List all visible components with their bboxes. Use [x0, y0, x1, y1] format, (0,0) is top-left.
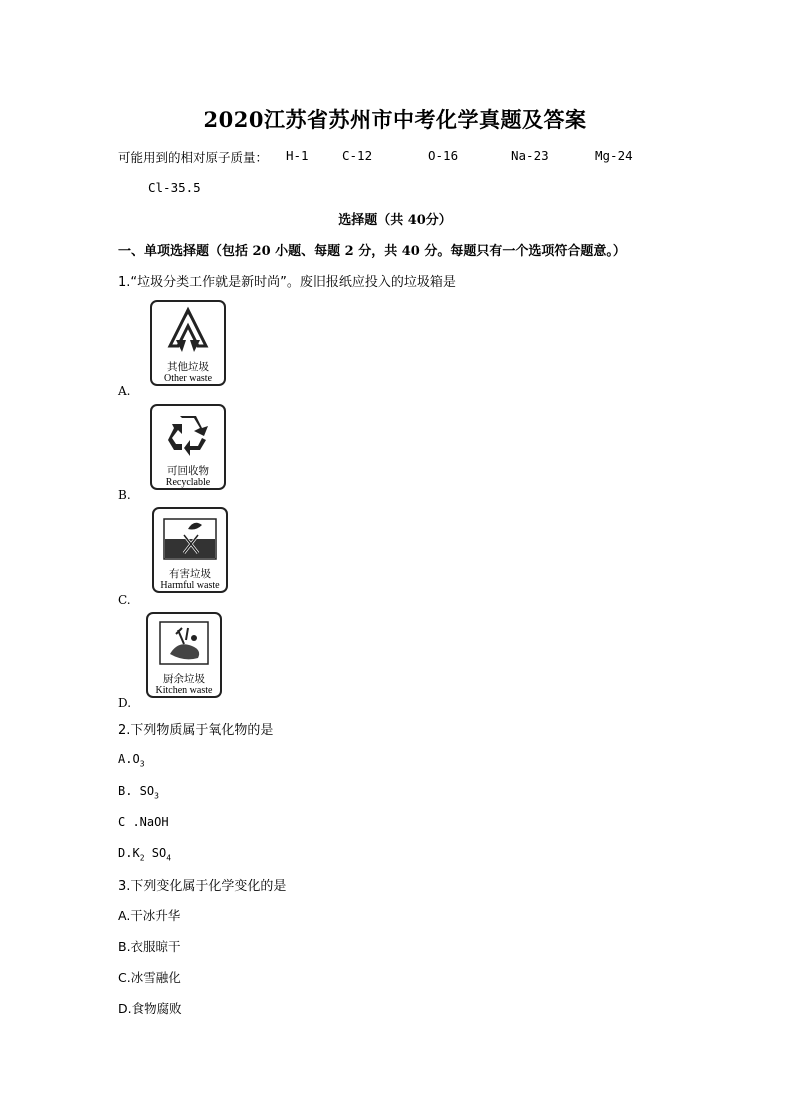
atomic-mass-item: Mg-24: [595, 148, 633, 163]
subscript: 4: [166, 853, 172, 863]
harmful-waste-bin: [152, 507, 228, 593]
bin-label-cn: 可回收物: [167, 465, 209, 477]
bin-label-en: Harmful waste: [160, 580, 220, 591]
bin-label-en: Recyclable: [165, 477, 211, 488]
atomic-mass-item: H-1: [286, 148, 309, 163]
question-3-option-d: D.食物腐败: [118, 1001, 182, 1016]
atomic-mass-line: [118, 148, 678, 164]
question-3-option-c: C.冰雪融化: [118, 970, 181, 985]
recycle-icon: [152, 406, 224, 462]
other-waste-icon: [152, 302, 224, 358]
question-3-option-b: B.衣服晾干: [118, 939, 181, 954]
atomic-mass-item: Na-23: [511, 148, 549, 163]
atomic-mass-item: C-12: [342, 148, 373, 163]
option-text: SO: [144, 846, 167, 860]
other-waste-bin: [150, 300, 226, 386]
option-text: C .NaOH: [118, 815, 169, 829]
subscript: 3: [139, 759, 145, 769]
option-text: D.K: [118, 846, 140, 860]
option-c-label: C.: [118, 593, 131, 607]
atomic-mass-item: Cl-35.5: [148, 180, 201, 195]
question-1-stem: 1.“垃圾分类工作就是新时尚”。废旧报纸应投入的垃圾箱是: [118, 275, 456, 290]
option-text: B. SO: [118, 784, 155, 798]
atomic-mass-item: O-16: [428, 148, 459, 163]
recyclable-bin: [150, 404, 226, 490]
question-3-option-a: A.干冰升华: [118, 908, 181, 923]
question-2-stem: 2.下列物质属于氧化物的是: [118, 723, 274, 738]
page-title: 2020江苏省苏州市中考化学真题及答案: [203, 107, 587, 132]
bin-label-cn: 其他垃圾: [167, 361, 209, 373]
question-2-option-d: [118, 846, 171, 862]
question-2-option-a: [118, 752, 145, 768]
section-title: 选择题（共 40分）: [338, 213, 452, 228]
bin-label-cn: 有害垃圾: [169, 568, 211, 580]
bin-label-cn: 厨余垃圾: [163, 673, 205, 685]
bin-label-en: Kitchen waste: [155, 685, 213, 696]
subscript: 2: [139, 853, 145, 863]
question-2-option-b: [118, 784, 159, 800]
option-b-label: B.: [118, 488, 131, 502]
question-2-option-c: [118, 815, 169, 829]
kitchen-waste-icon: [148, 614, 220, 670]
kitchen-waste-bin: [146, 612, 222, 698]
option-a-label: A.: [118, 384, 131, 398]
section-instructions: 一、单项选择题（包括 20 小题、每题 2 分，共 40 分。每题只有一个选项符合题意。）: [118, 244, 626, 259]
harmful-waste-icon: [154, 509, 226, 565]
option-d-label: D.: [118, 696, 132, 710]
subscript: 3: [154, 791, 159, 801]
option-text: A.O: [118, 752, 140, 766]
atomic-mass-label: 可能用到的相对原子质量：: [118, 150, 269, 165]
bin-label-en: Other waste: [163, 373, 213, 384]
question-3-stem: 3.下列变化属于化学变化的是: [118, 879, 287, 894]
